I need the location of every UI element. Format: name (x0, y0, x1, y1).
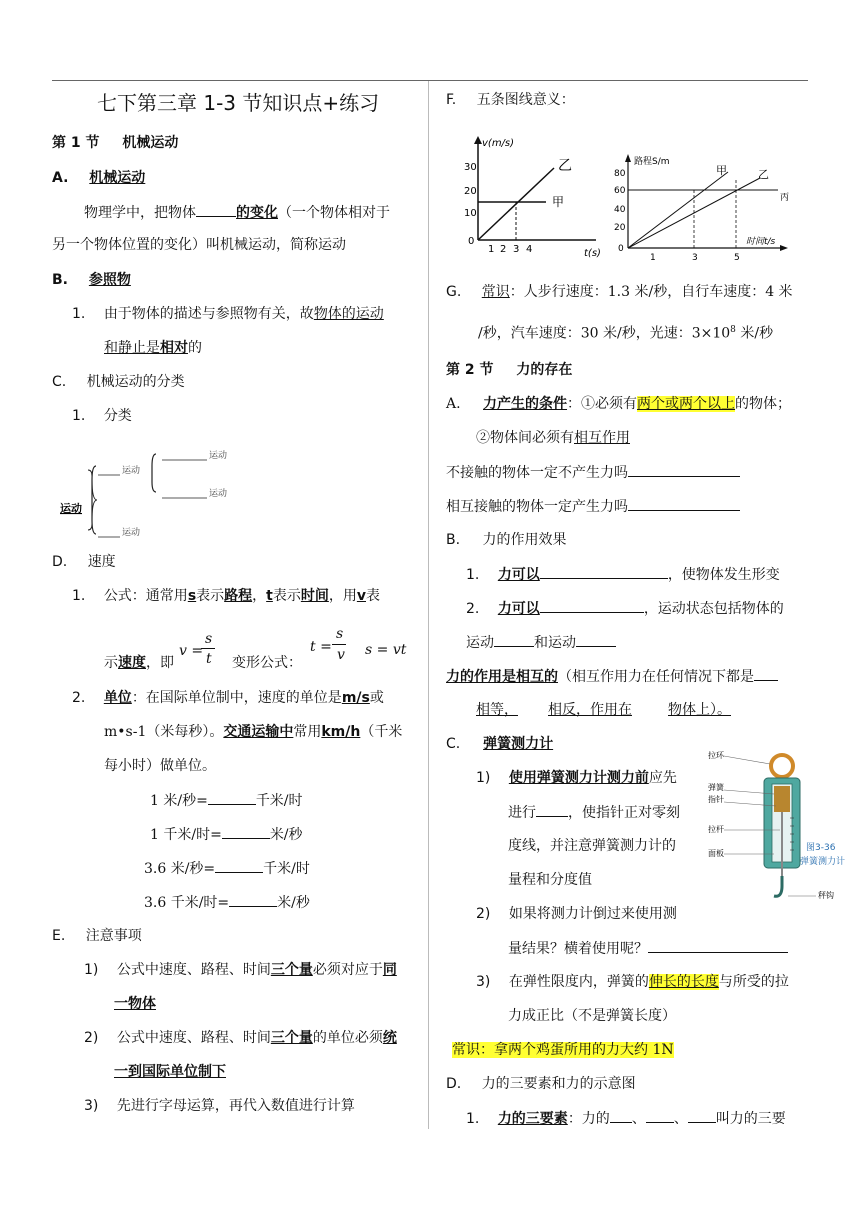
section1-number: 第 1 节 (52, 135, 100, 151)
text: ：人步行速度：1.3 米/秒，自行车速度：4 米 (509, 284, 793, 300)
s2-item-C1-line3: 度线，并注意弹簧测力计的 (508, 838, 676, 854)
item-A-text2: 另一个物体位置的变化）叫机械运动，简称运动 (52, 237, 346, 253)
list-number: 1) (476, 770, 491, 786)
x-tick: 1 (488, 244, 495, 255)
line-label: 甲 (552, 195, 565, 209)
term: 时间 (300, 588, 329, 604)
text: 相互接触的物体一定产生力吗 (446, 499, 628, 515)
text: 相等， (476, 702, 518, 718)
s2-item-C2 (476, 904, 677, 924)
blank (494, 632, 534, 647)
list-number: 2) (476, 906, 491, 922)
y-tick: 30 (464, 162, 477, 173)
item-D2-line3: 每小时）做单位。 (104, 758, 216, 774)
spring-scale-figure (704, 746, 854, 916)
y-tick: 40 (614, 205, 626, 215)
s2-item-C3-line2: 力成正比（不是弹簧长度） (508, 1008, 676, 1024)
list-number: 3) (84, 1098, 99, 1114)
text: 3.6 千米/时= (144, 895, 230, 911)
text: 由于物体的描述与参照物有关，故 (103, 306, 314, 322)
s2-item-C2-line2 (508, 938, 788, 959)
tree-leaf: 运动 (209, 489, 228, 499)
text: ②物体间必须有 (476, 430, 574, 446)
conversion-4 (144, 892, 310, 913)
list-number: 1. (72, 588, 86, 604)
x-axis-label: 时间t/s (746, 237, 776, 247)
x-tick: 1 (650, 253, 656, 263)
text: 相反，作用在 (548, 702, 632, 718)
text: 千米/时 (255, 793, 303, 809)
text: 运动 (466, 635, 494, 651)
term: 使用弹簧测力计测力前 (508, 770, 649, 786)
list-number: 2. (466, 601, 480, 617)
item-G-line2 (478, 320, 773, 344)
answer-blank (628, 496, 740, 511)
term: 路程 (224, 588, 253, 604)
item-E1 (84, 960, 397, 980)
text: 表 (366, 588, 380, 604)
item-E1-line2: 一物体 (114, 996, 156, 1012)
figure-label: 弹簧 (708, 783, 724, 792)
unit: km/h (321, 724, 361, 740)
symbol: v (356, 588, 366, 604)
text: ，使物体发生形变 (667, 567, 780, 583)
section1-heading (52, 133, 178, 153)
item-B (52, 270, 131, 290)
text: 10 (712, 325, 731, 342)
term: 三个量 (270, 1030, 313, 1046)
s2-item-B2 (466, 598, 784, 619)
page-title: 七下第三章 1-3 节知识点+练习 (97, 91, 380, 115)
x-axis-label: t(s) (584, 248, 601, 259)
text: 米/秒 (735, 325, 774, 342)
conversion-3 (144, 858, 310, 879)
text: 力的作用效果 (482, 532, 567, 548)
x-tick: 3 (513, 244, 520, 255)
top-rule (52, 80, 808, 81)
blank (576, 632, 616, 647)
item-A-text1 (84, 202, 390, 223)
section2-name: 力的存在 (516, 362, 573, 378)
line-label: 乙 (758, 168, 769, 181)
term: 同 (382, 962, 397, 978)
formula-distance: s = vt (365, 642, 407, 658)
term: 统 (382, 1030, 397, 1046)
answer-blank (628, 462, 740, 477)
text: 不接触的物体一定不产生力吗 (446, 465, 628, 481)
line-label: 乙 (558, 158, 572, 174)
y-tick: 0 (618, 244, 624, 254)
text: ，用 (328, 588, 357, 604)
text: ：力的 (567, 1111, 610, 1127)
s2-item-D (446, 1074, 636, 1094)
x-tick: 5 (734, 253, 740, 263)
x-tick: 4 (526, 244, 533, 255)
blank (215, 858, 263, 873)
unit: m/s (341, 690, 370, 706)
y-axis-label: 路程S/m (634, 157, 670, 167)
s2-item-B (446, 530, 567, 550)
exponent: 8 (730, 325, 736, 335)
item-E2-line2: 一到国际单位制下 (114, 1064, 226, 1080)
text: 公式中速度、路程、时间 (116, 962, 271, 978)
line-label: 丙 (780, 193, 790, 203)
text: 物体上）。 (668, 702, 731, 718)
item-E-mark: E. (52, 928, 66, 944)
item-B1 (72, 304, 384, 324)
text: ，使指针正对零刻 (568, 805, 680, 821)
figure-caption: 弹簧测力计 (800, 857, 846, 867)
s2-item-C (446, 734, 553, 754)
y-tick: 60 (614, 186, 626, 196)
s2-item-B1 (466, 564, 780, 585)
list-number: 1. (72, 408, 86, 424)
text: 在弹性限度内，弹簧的 (508, 974, 649, 990)
term: 三个量 (270, 962, 313, 978)
distance-time-graph (610, 150, 796, 268)
text: 分类 (103, 408, 132, 424)
list-number: 1) (84, 962, 99, 978)
text: 必须对应于 (312, 962, 383, 978)
tree-leaf: 运动 (122, 466, 141, 476)
item-E2 (84, 1028, 397, 1048)
item-D2 (72, 688, 384, 708)
term: 相互作用 (574, 430, 630, 446)
formula-denominator: t (206, 651, 212, 667)
blank (754, 666, 778, 681)
text: 示 (104, 655, 118, 671)
blank (536, 802, 568, 817)
text: ：在国际单位制中，速度的单位是 (131, 690, 342, 706)
text: （相互作用力在任何情况下都是 (558, 669, 754, 685)
list-mark: C. (446, 736, 461, 752)
text: 应先 (648, 770, 677, 786)
common-knowledge (452, 1040, 674, 1060)
text: 1 米/秒= (150, 793, 208, 809)
section2-heading (446, 360, 572, 380)
symbol: t (266, 588, 273, 604)
question-1 (446, 462, 740, 483)
x-tick: 2 (500, 244, 507, 255)
text: ，即 (146, 655, 174, 671)
text: 、 (631, 1111, 646, 1127)
s2-item-D1 (466, 1108, 786, 1129)
text: 1 千米/时= (150, 827, 222, 843)
text: 与所受的拉 (718, 974, 789, 990)
list-number: 1. (72, 306, 86, 322)
blank (196, 202, 236, 217)
term: 交通运输中 (223, 724, 294, 740)
text: 进行 (508, 805, 536, 821)
item-C-title: 机械运动的分类 (86, 374, 185, 390)
text: 力的三要素和力的示意图 (481, 1076, 636, 1092)
text: /秒，汽车速度：30 米/秒，光速：3× (478, 325, 713, 342)
formula-denominator: v (337, 647, 345, 663)
term: 常识 (481, 284, 510, 300)
text: ，运动状态包括物体的 (643, 601, 784, 617)
text: 或 (369, 690, 384, 706)
term: 单位 (103, 690, 132, 706)
formula-lhs: v = (179, 643, 204, 659)
conversion-2 (150, 824, 303, 845)
text: 的 (188, 340, 202, 356)
y-tick: 10 (464, 208, 477, 219)
classification-tree (52, 440, 272, 540)
velocity-time-graph (446, 130, 606, 260)
conversion-1 (150, 790, 303, 811)
highlighted-term: 两个或两个以上 (637, 396, 736, 412)
blank (688, 1108, 716, 1123)
text: （一个物体相对于 (278, 205, 390, 221)
text: 常用 (293, 724, 322, 740)
item-E-title: 注意事项 (85, 928, 142, 944)
s2-item-A (446, 394, 791, 414)
item-G-mark: G. (446, 284, 462, 300)
item-A (52, 168, 145, 188)
item-A-mark: A. (52, 170, 69, 186)
text: 米/秒 (277, 895, 310, 911)
blank (610, 1108, 632, 1123)
item-E (52, 926, 142, 946)
text: 表示 (196, 588, 225, 604)
item-C (52, 372, 185, 392)
text: 和运动 (534, 635, 576, 651)
tree-root: 运动 (60, 502, 82, 515)
figure-label: 面板 (708, 849, 724, 858)
figure-label: 指针 (708, 795, 724, 804)
list-mark: A. (446, 396, 461, 412)
mutual-force-line2 (476, 700, 731, 720)
y-tick: 20 (464, 186, 477, 197)
list-number: 2. (72, 690, 86, 706)
term: 力产生的条件 (483, 396, 568, 412)
figure-label: 拉杆 (708, 825, 724, 834)
blank (540, 598, 644, 613)
bold-term: 相对 (160, 340, 188, 356)
formula-label: 变形公式： (232, 655, 302, 671)
list-mark: D. (446, 1076, 462, 1092)
text: （千米 (360, 724, 403, 740)
item-A-title: 机械运动 (89, 170, 146, 186)
y-axis-label: v(m/s) (482, 138, 515, 149)
item-F-mark: F. (446, 92, 457, 108)
term: 速度 (118, 655, 146, 671)
text: ：①必须有 (567, 396, 638, 412)
highlighted-note: 常识：拿两个鸡蛋所用的力大约 1N (452, 1042, 674, 1058)
line-label: 甲 (716, 164, 727, 177)
answer-blank (648, 938, 788, 953)
item-B-title: 参照物 (88, 272, 131, 288)
formula-lhs: t = (310, 639, 332, 655)
y-tick: 0 (468, 236, 475, 247)
term: 力可以 (497, 601, 540, 617)
item-B1-line2 (104, 338, 202, 358)
figure-label: 拉环 (708, 751, 724, 760)
figure-label: 秤钩 (818, 891, 834, 900)
item-C-mark: C. (52, 374, 67, 390)
s2-item-C1-line4: 量程和分度值 (508, 872, 592, 888)
term: 力的作用是相互的 (446, 669, 558, 685)
y-tick: 80 (614, 169, 626, 179)
underlined-term: 和静止是 (104, 340, 160, 356)
underlined-term: 物体的运动 (313, 306, 384, 322)
list-number: 1. (466, 567, 480, 583)
symbol: s (187, 588, 197, 604)
item-F-title: 五条图线意义： (476, 92, 575, 108)
text: 如果将测力计倒过来使用测 (508, 906, 677, 922)
formula-numerator: s (336, 626, 344, 642)
item-D1-line2 (104, 653, 174, 673)
text: 、 (673, 1111, 688, 1127)
x-tick: 3 (692, 253, 698, 263)
blank (540, 564, 668, 579)
text: 量结果？横着使用呢？ (508, 941, 648, 957)
item-C1 (72, 406, 132, 426)
item-B-mark: B. (52, 272, 68, 288)
y-tick: 20 (614, 223, 626, 233)
list-number: 3) (476, 974, 491, 990)
term: 力可以 (497, 567, 540, 583)
item-F (446, 90, 575, 110)
item-D (52, 552, 116, 572)
list-number: 2) (84, 1030, 99, 1046)
text: 叫力的三要 (715, 1111, 786, 1127)
section1-name: 机械运动 (122, 135, 179, 151)
highlighted-term: 伸长的长度 (648, 974, 719, 990)
text: 千米/时 (263, 861, 310, 877)
text: 公式中速度、路程、时间 (116, 1030, 271, 1046)
term: 弹簧测力计 (483, 736, 554, 752)
section2-number: 第 2 节 (446, 362, 494, 378)
text: 表示 (272, 588, 301, 604)
text: 的单位必须 (312, 1030, 383, 1046)
underlined-term: 的变化 (236, 205, 278, 221)
s2-item-C3 (476, 972, 789, 992)
blank (208, 790, 256, 805)
item-G (446, 282, 793, 302)
tree-leaf: 运动 (209, 451, 228, 461)
text: 米/秒 (269, 827, 303, 843)
item-D1: 1. 公式：通常用s表示路程，t表示时间，用v表 (72, 588, 380, 604)
s2-item-B2-line2 (466, 632, 616, 653)
tree-leaf: 运动 (122, 528, 141, 538)
item-D2-line2 (104, 722, 402, 742)
item-D-mark: D. (52, 554, 68, 570)
list-number: 1. (466, 1111, 480, 1127)
s2-item-C1-line2 (508, 802, 680, 823)
formula-time (310, 626, 360, 670)
s2-item-A-line2 (476, 428, 630, 448)
blank (222, 824, 270, 839)
figure-caption: 图3-36 (806, 843, 836, 853)
term: 力的三要素 (497, 1111, 568, 1127)
s2-item-C1 (476, 768, 677, 788)
text: 公式：通常用 (103, 588, 188, 604)
text: 3.6 米/秒= (144, 861, 216, 877)
mutual-force (446, 666, 778, 687)
column-divider (428, 81, 429, 1129)
text: 物理学中，把物体 (84, 205, 196, 221)
item-E3 (84, 1096, 355, 1116)
blank (646, 1108, 674, 1123)
text: m•s-1（米每秒）。 (104, 724, 224, 740)
text: 先进行字母运算，再代入数值进行计算 (116, 1098, 355, 1114)
item-D-title: 速度 (87, 554, 116, 570)
blank (229, 892, 277, 907)
question-2 (446, 496, 740, 517)
list-mark: B. (446, 532, 461, 548)
text: 的物体； (735, 396, 792, 412)
formula-numerator: s (205, 631, 213, 647)
formula-speed (179, 631, 219, 671)
